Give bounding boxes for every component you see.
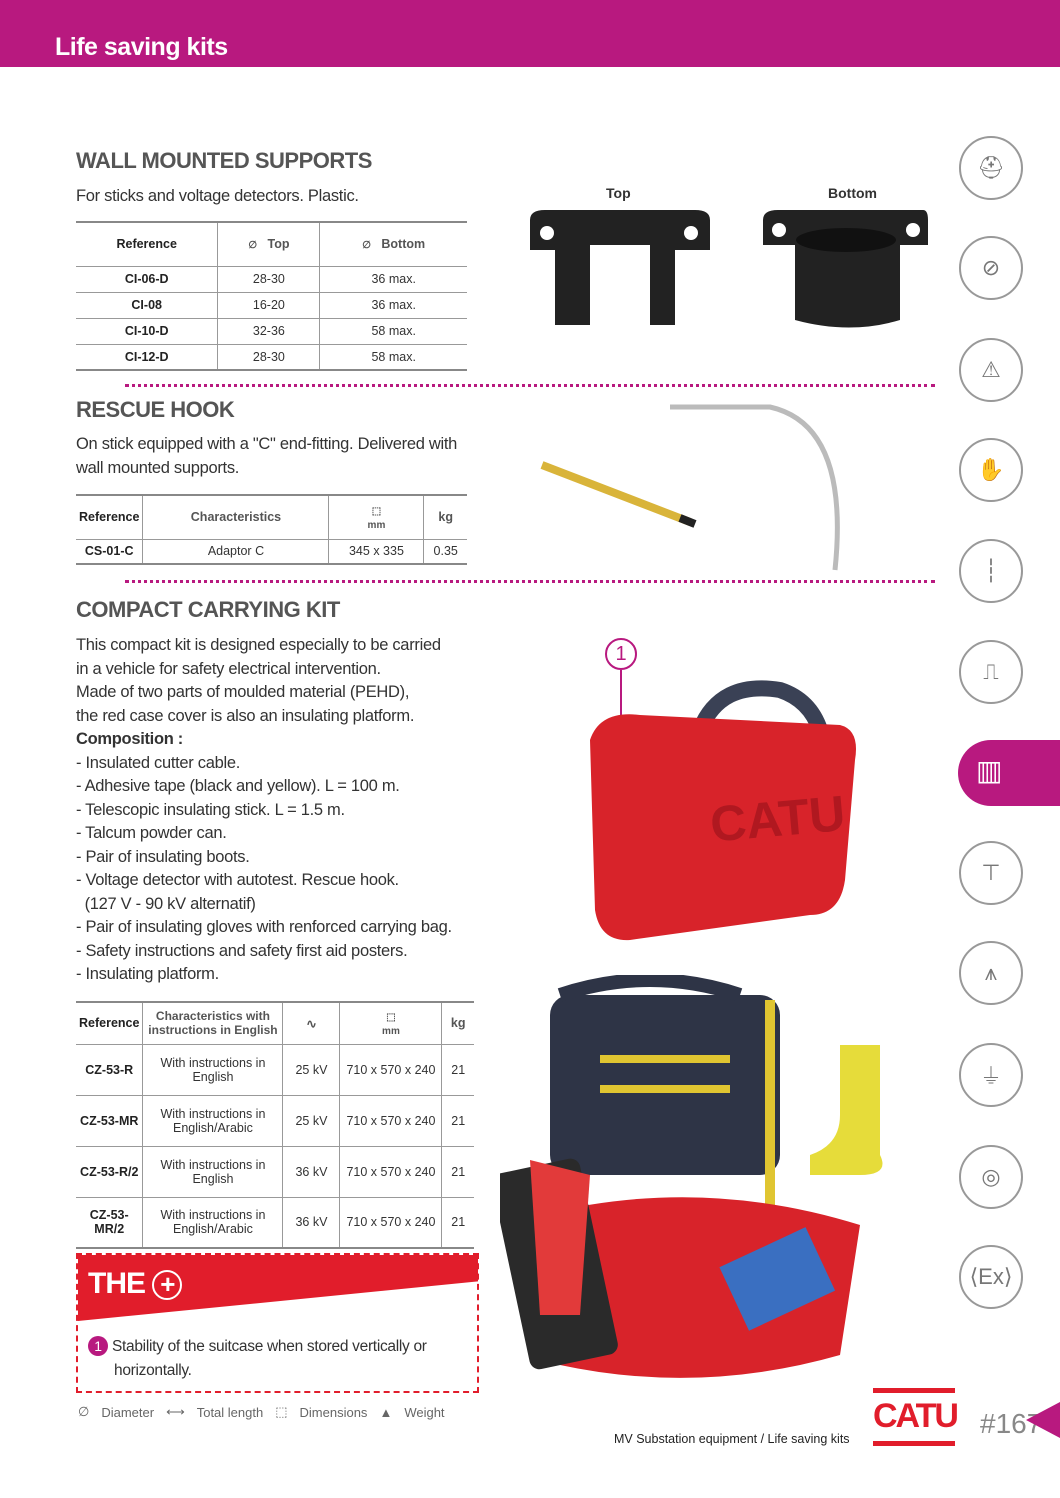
table-header: Characteristics [143, 495, 329, 539]
side-icon-earth[interactable]: ⏚ [959, 1043, 1023, 1107]
plus-icon: + [152, 1270, 182, 1300]
weight-icon: ▲ [379, 1404, 393, 1420]
table-cell: 25 kV [283, 1044, 340, 1095]
text: - Safety instructions and safety first aid posters. [76, 941, 408, 960]
text [542, 465, 690, 522]
text [600, 1085, 730, 1093]
table-cell: CI-08 [76, 292, 218, 318]
side-icon-tester[interactable]: ⎍ [959, 640, 1023, 704]
side-icon-pylon[interactable]: ⩚ [959, 941, 1023, 1005]
text: Bottom [381, 237, 426, 252]
closed-case-image [580, 670, 870, 950]
text: - Talcum powder can. [76, 824, 227, 842]
table-header: Reference [76, 222, 218, 266]
text: (127 V - 90 kV alternatif) [76, 894, 256, 913]
text: - Voltage detector with autotest. Rescue hook. [76, 871, 399, 889]
section-title-kit: COMPACT CARRYING KIT [76, 597, 340, 622]
divider [125, 580, 935, 583]
text: - Insulated cutter cable. [76, 753, 241, 772]
table-cell: 21 [442, 1095, 474, 1146]
table-header [218, 222, 320, 266]
table-cell: CI-12-D [76, 344, 218, 370]
divider [125, 384, 935, 387]
table-cell: With instructions in English [143, 1044, 283, 1095]
table-row [76, 1197, 474, 1248]
table-row [76, 292, 467, 318]
text: Stability of the suitcase when stored vertically or [112, 1338, 427, 1355]
table-row [76, 1044, 474, 1095]
text: the red case cover is also an insulating platform. [76, 706, 415, 725]
hook-desc: wall mounted supports. [76, 459, 240, 477]
text [76, 1002, 474, 1248]
callout-marker: 1 [605, 638, 637, 670]
text: - Adhesive tape (black and yellow). L = 100 m. [76, 777, 400, 795]
hook-desc: On stick equipped with a "C" end-fitting. Delivered with [76, 435, 458, 453]
table-cell: With instructions in English/Arabic [143, 1095, 283, 1146]
text: Total length [196, 1404, 264, 1420]
kit-table [76, 1001, 474, 1249]
table-cell: 36 kV [283, 1146, 340, 1197]
text [906, 223, 920, 237]
text: - Pair of insulating boots. [76, 847, 250, 866]
table-row [76, 1095, 474, 1146]
table-cell: 710 x 570 x 240 [340, 1044, 442, 1095]
dimensions-icon: ⬚ [371, 506, 382, 518]
table-cell: 710 x 570 x 240 [340, 1146, 442, 1197]
text [76, 495, 467, 564]
table-row [76, 495, 467, 539]
text: Composition : [76, 730, 183, 748]
text [684, 226, 698, 240]
table-cell: CI-06-D [76, 266, 218, 292]
table-cell: 21 [442, 1197, 474, 1248]
img-label-bottom: Bottom [828, 185, 877, 201]
text [600, 1055, 730, 1063]
section-title-hook: RESCUE HOOK [76, 397, 235, 422]
the-plus-title [88, 1267, 182, 1301]
text [810, 1045, 883, 1175]
section-title-wall: WALL MOUNTED SUPPORTS [76, 148, 372, 173]
rescue-hook-image [530, 395, 870, 580]
side-icon-warning[interactable]: ⚠ [959, 338, 1023, 402]
table-cell: CZ-53-MR/2 [76, 1197, 143, 1248]
diameter-icon: ∅ [362, 240, 371, 252]
table-cell: 28-30 [218, 344, 320, 370]
side-icon-prohibited[interactable]: ⊘ [959, 236, 1023, 300]
wall-desc: For sticks and voltage detectors. Plastic. [76, 187, 359, 205]
table-cell: CZ-53-R/2 [76, 1146, 143, 1197]
icon-legend [78, 1404, 445, 1420]
catu-logo: CATU [873, 1388, 955, 1446]
text: horizontally. [114, 1362, 192, 1379]
length-arrow-icon: ⟷ [166, 1404, 185, 1419]
text [680, 518, 695, 524]
weight-icon: kg [424, 495, 467, 539]
text: in a vehicle for safety electrical intervention. [76, 659, 381, 678]
text [796, 228, 896, 252]
table-cell: 58 max. [320, 344, 467, 370]
table-header [320, 222, 467, 266]
text: mm [382, 1026, 400, 1038]
table-cell: 710 x 570 x 240 [340, 1197, 442, 1248]
text [88, 1335, 427, 1383]
the-plus-box [76, 1253, 479, 1393]
img-label-top: Top [606, 185, 631, 201]
text: This compact kit is designed especially to be carried [76, 636, 441, 654]
text: Diameter [101, 1404, 155, 1420]
side-tab-substation-active[interactable] [958, 740, 1060, 806]
text: Weight [404, 1404, 445, 1420]
diameter-icon: ∅ [248, 240, 258, 252]
text: Made of two parts of moulded material (PEHD), [76, 683, 410, 701]
hook-table [76, 494, 467, 565]
text [530, 1160, 590, 1315]
table-row [76, 539, 467, 564]
text: THE [88, 1267, 145, 1300]
table-cell: 21 [442, 1146, 474, 1197]
table-cell: CS-01-C [76, 539, 143, 564]
side-icon-pulley[interactable]: ◎ [959, 1145, 1023, 1209]
text: Dimensions [299, 1404, 368, 1420]
wall-support-images [525, 205, 935, 330]
breadcrumb: MV Substation equipment / Life saving kits [614, 1432, 850, 1446]
table-cell: 25 kV [283, 1095, 340, 1146]
table-cell: With instructions in English [143, 1146, 283, 1197]
page-arrow [1026, 1402, 1060, 1438]
table-row [76, 222, 467, 266]
table-cell: 710 x 570 x 240 [340, 1095, 442, 1146]
text [763, 210, 928, 328]
table-cell: 0.35 [424, 539, 467, 564]
dimensions-icon: ⬚ [386, 1012, 396, 1024]
side-icon-stick[interactable]: ┆ [959, 539, 1023, 603]
table-header: Reference [76, 1002, 143, 1044]
table-row [76, 266, 467, 292]
text: - Pair of insulating gloves with renforced carrying bag. [76, 918, 452, 936]
callout-number: 1 [88, 1336, 108, 1356]
table-header [340, 1002, 442, 1044]
text [772, 223, 786, 237]
table-cell: CZ-53-MR [76, 1095, 143, 1146]
table-header: Reference [76, 495, 143, 539]
text [765, 1000, 775, 1230]
wall-table [76, 221, 467, 371]
substation-icon: ▥ [976, 755, 1003, 786]
side-icon-detector[interactable]: ✋ [959, 438, 1023, 502]
page-title: Life saving kits [55, 33, 228, 61]
diameter-icon: ∅ [78, 1404, 90, 1419]
text: mm [367, 520, 386, 532]
table-header [329, 495, 424, 539]
table-header: Characteristics with instructions in English [143, 1002, 283, 1044]
table-cell: 28-30 [218, 266, 320, 292]
text [76, 222, 467, 370]
table-cell: 36 max. [320, 266, 467, 292]
side-icon-ppe[interactable]: ⛑ [959, 136, 1023, 200]
text [560, 980, 740, 995]
text: Top [267, 237, 290, 252]
table-row [76, 318, 467, 344]
table-cell: 345 x 335 [329, 539, 424, 564]
table-row [76, 344, 467, 370]
page-header [0, 0, 1060, 67]
table-row [76, 1002, 474, 1044]
weight-icon: kg [442, 1002, 474, 1044]
dimensions-icon: ⬚ [275, 1404, 288, 1419]
table-cell: With instructions in English/Arabic [143, 1197, 283, 1248]
table-cell: Adaptor C [143, 539, 329, 564]
open-kit-image [500, 975, 900, 1395]
table-cell: 16-20 [218, 292, 320, 318]
side-icon-ex[interactable]: ⟨Ex⟩ [959, 1245, 1023, 1309]
table-cell: 58 max. [320, 318, 467, 344]
table-cell: 32-36 [218, 318, 320, 344]
table-row [76, 1146, 474, 1197]
table-cell: 36 kV [283, 1197, 340, 1248]
text [670, 407, 837, 570]
text: CATU [707, 785, 848, 853]
side-icon-pole[interactable]: ⊤ [959, 841, 1023, 905]
table-cell: 21 [442, 1044, 474, 1095]
text [540, 226, 554, 240]
text [530, 210, 710, 325]
page-number: #167 [980, 1408, 1043, 1439]
kit-description [76, 634, 452, 987]
ac-voltage-icon: ∿ [283, 1002, 340, 1044]
table-cell: 36 max. [320, 292, 467, 318]
table-cell: CI-10-D [76, 318, 218, 344]
table-cell: CZ-53-R [76, 1044, 143, 1095]
text: - Insulating platform. [76, 965, 219, 983]
text: - Telescopic insulating stick. L = 1.5 m. [76, 800, 345, 819]
